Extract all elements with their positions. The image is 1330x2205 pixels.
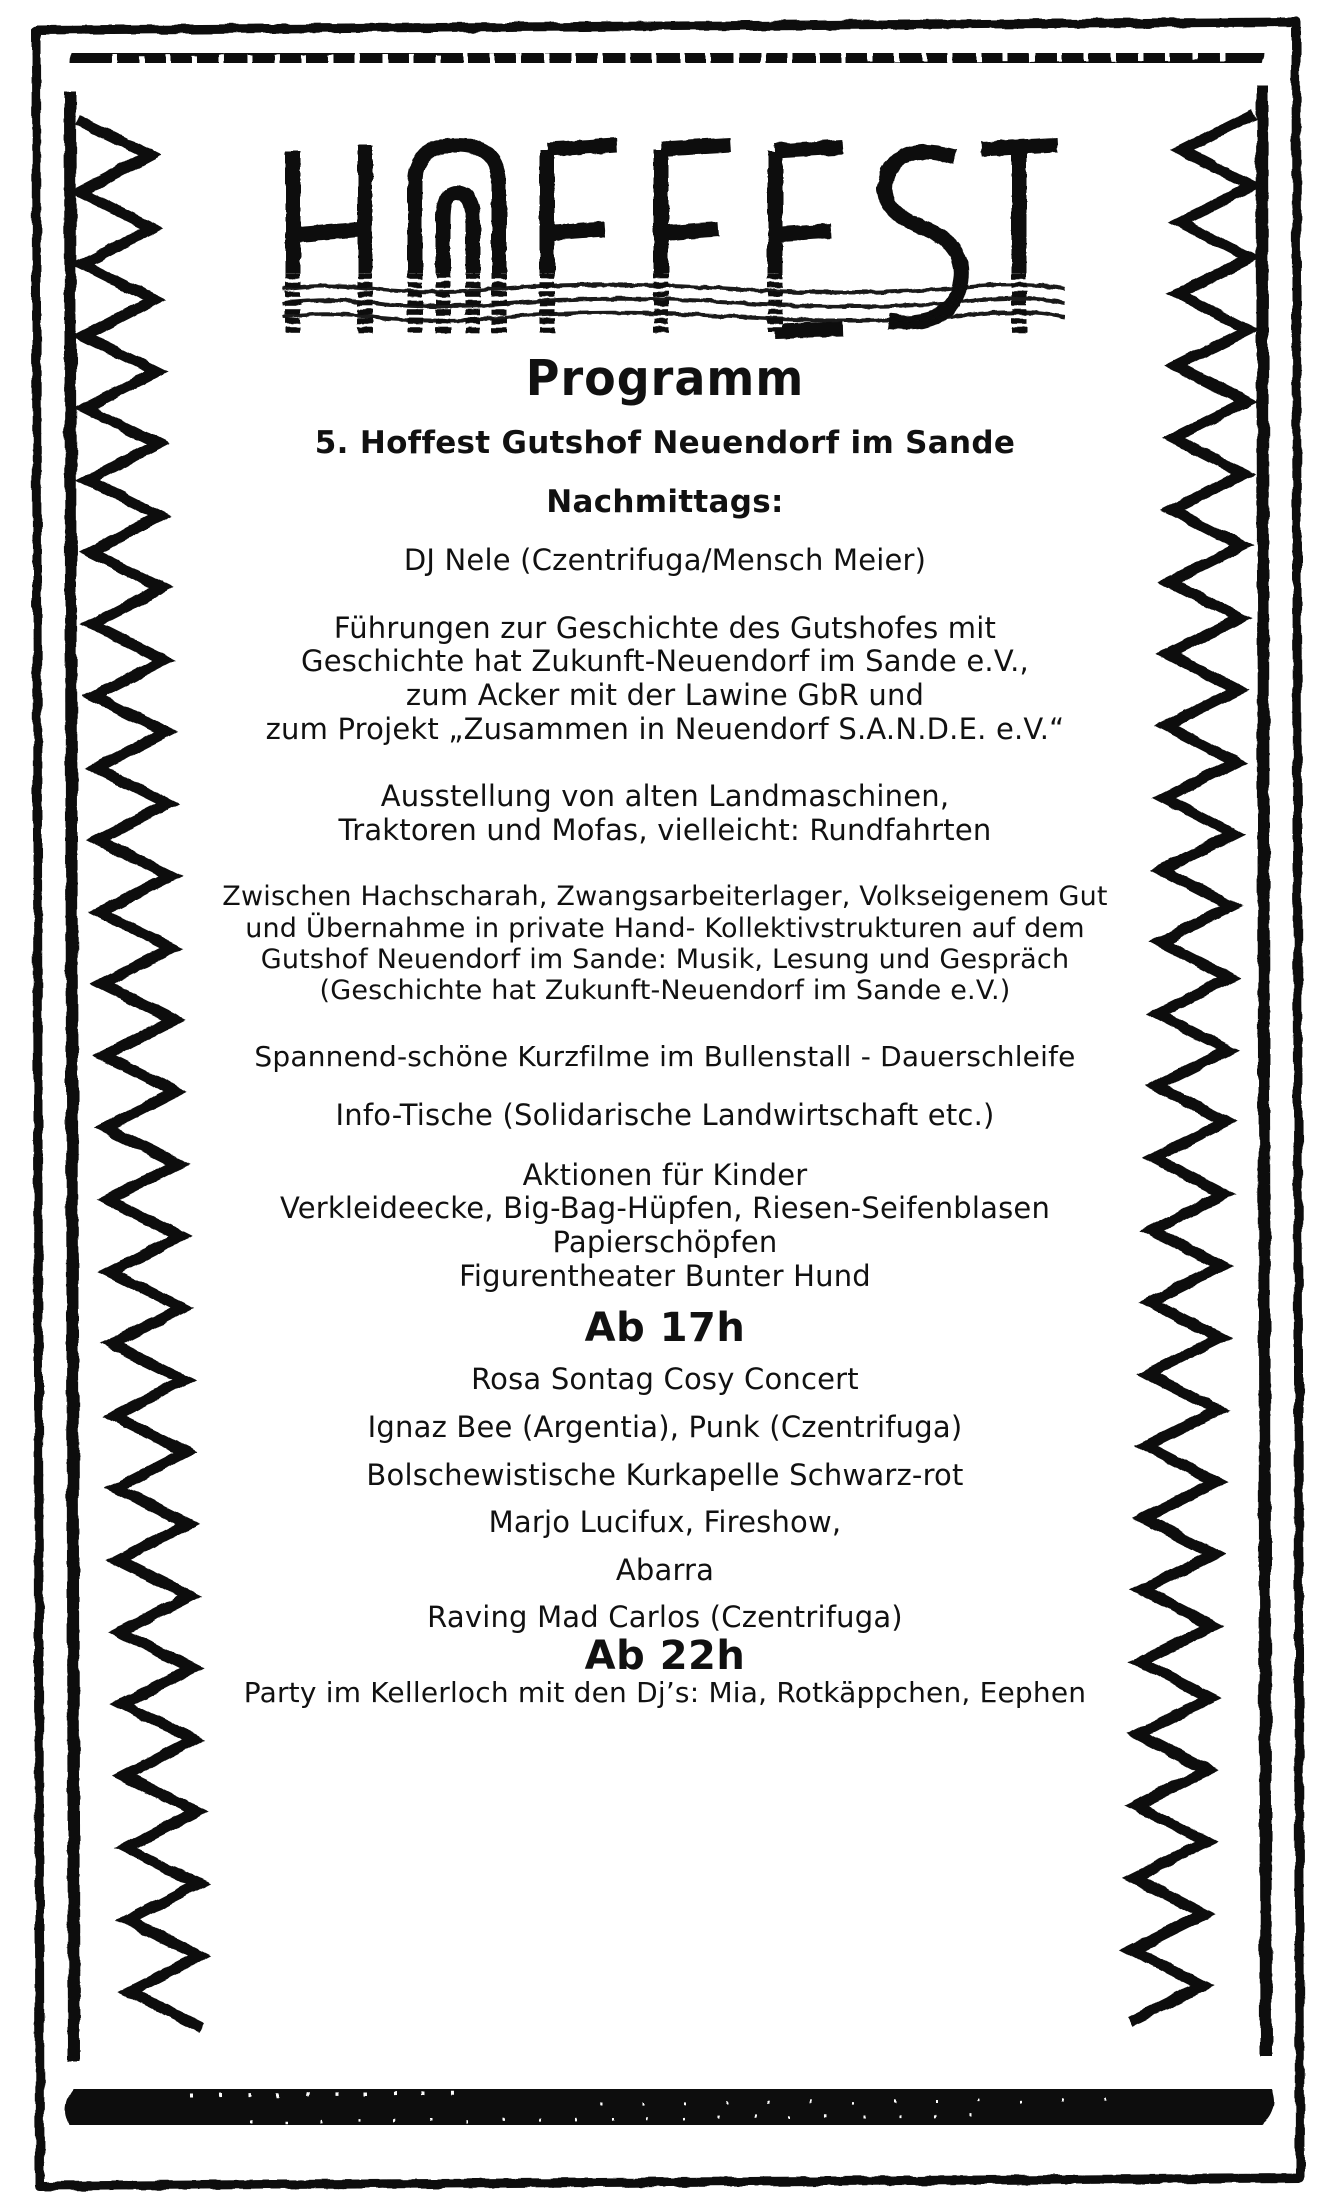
poster-content	[150, 0, 1180, 2205]
kinder-line: Papierschöpfen	[552, 1225, 778, 1260]
kinder-block	[150, 1159, 1180, 1294]
evening-act: Rosa Sontag Cosy Concert	[471, 1362, 859, 1397]
hachscharah-line: Gutshof Neuendorf im Sande: Musik, Lesung und Gespräch	[260, 944, 1070, 976]
fuehrungen-line: Führungen zur Geschichte des Gutshofes mit	[333, 610, 997, 645]
ausstellung-line: Traktoren und Mofas, vielleicht: Rundfahrten	[338, 812, 992, 847]
fuehrungen-block	[150, 612, 1180, 747]
hachscharah-line: (Geschichte hat Zukunft-Neuendorf im Sande e.V.)	[319, 975, 1011, 1007]
night-heading: Ab 22h	[584, 1633, 746, 1680]
fuehrungen-line: Geschichte hat Zukunft-Neuendorf im Sande e.V.,	[301, 644, 1029, 679]
afternoon-heading: Nachmittags:	[546, 483, 784, 520]
kinder-line: Verkleideecke, Big-Bag-Hüpfen, Riesen-Seifenblasen	[279, 1191, 1051, 1226]
evening-heading: Ab 17h	[584, 1305, 746, 1352]
poster-subtitle: 5. Hoffest Gutshof Neuendorf im Sande	[314, 425, 1016, 461]
kinder-line: Aktionen für Kinder	[522, 1157, 808, 1192]
hachscharah-block	[150, 881, 1180, 1006]
evening-act: Ignaz Bee (Argentia), Punk (Czentrifuga)	[367, 1409, 963, 1444]
hachscharah-line: und Übernahme in private Hand- Kollektivstrukturen auf dem	[245, 912, 1085, 944]
infotische-line: Info-Tische (Solidarische Landwirtschaft etc.)	[335, 1098, 995, 1133]
evening-act: Raving Mad Carlos (Czentrifuga)	[427, 1600, 903, 1635]
fuehrungen-line: zum Acker mit der Lawine GbR und	[405, 677, 925, 712]
evening-act: Abarra	[615, 1552, 715, 1587]
kinder-line: Figurentheater Bunter Hund	[459, 1258, 871, 1293]
ausstellung-line: Ausstellung von alten Landmaschinen,	[380, 779, 950, 814]
hachscharah-line: Zwischen Hachscharah, Zwangsarbeiterlager, Volkseigenem Gut	[222, 881, 1108, 913]
ausstellung-block	[150, 780, 1180, 847]
afternoon-dj-line: DJ Nele (Czentrifuga/Mensch Meier)	[403, 543, 927, 578]
night-line: Party im Kellerloch mit den Dj’s: Mia, Rotkäppchen, Eephen	[243, 1676, 1087, 1710]
evening-act: Bolschewistische Kurkapelle Schwarz-rot	[366, 1457, 964, 1492]
fuehrungen-line: zum Projekt „Zusammen in Neuendorf S.A.N.D.E. e.V.“	[265, 711, 1065, 746]
poster-title	[150, 118, 1180, 353]
kurzfilme-line: Spannend-schöne Kurzfilme im Bullenstall - Dauerschleife	[254, 1039, 1076, 1073]
program-heading: Programm	[525, 349, 805, 407]
evening-act: Marjo Lucifux, Fireshow,	[488, 1505, 842, 1540]
program-stack	[150, 349, 1180, 1710]
